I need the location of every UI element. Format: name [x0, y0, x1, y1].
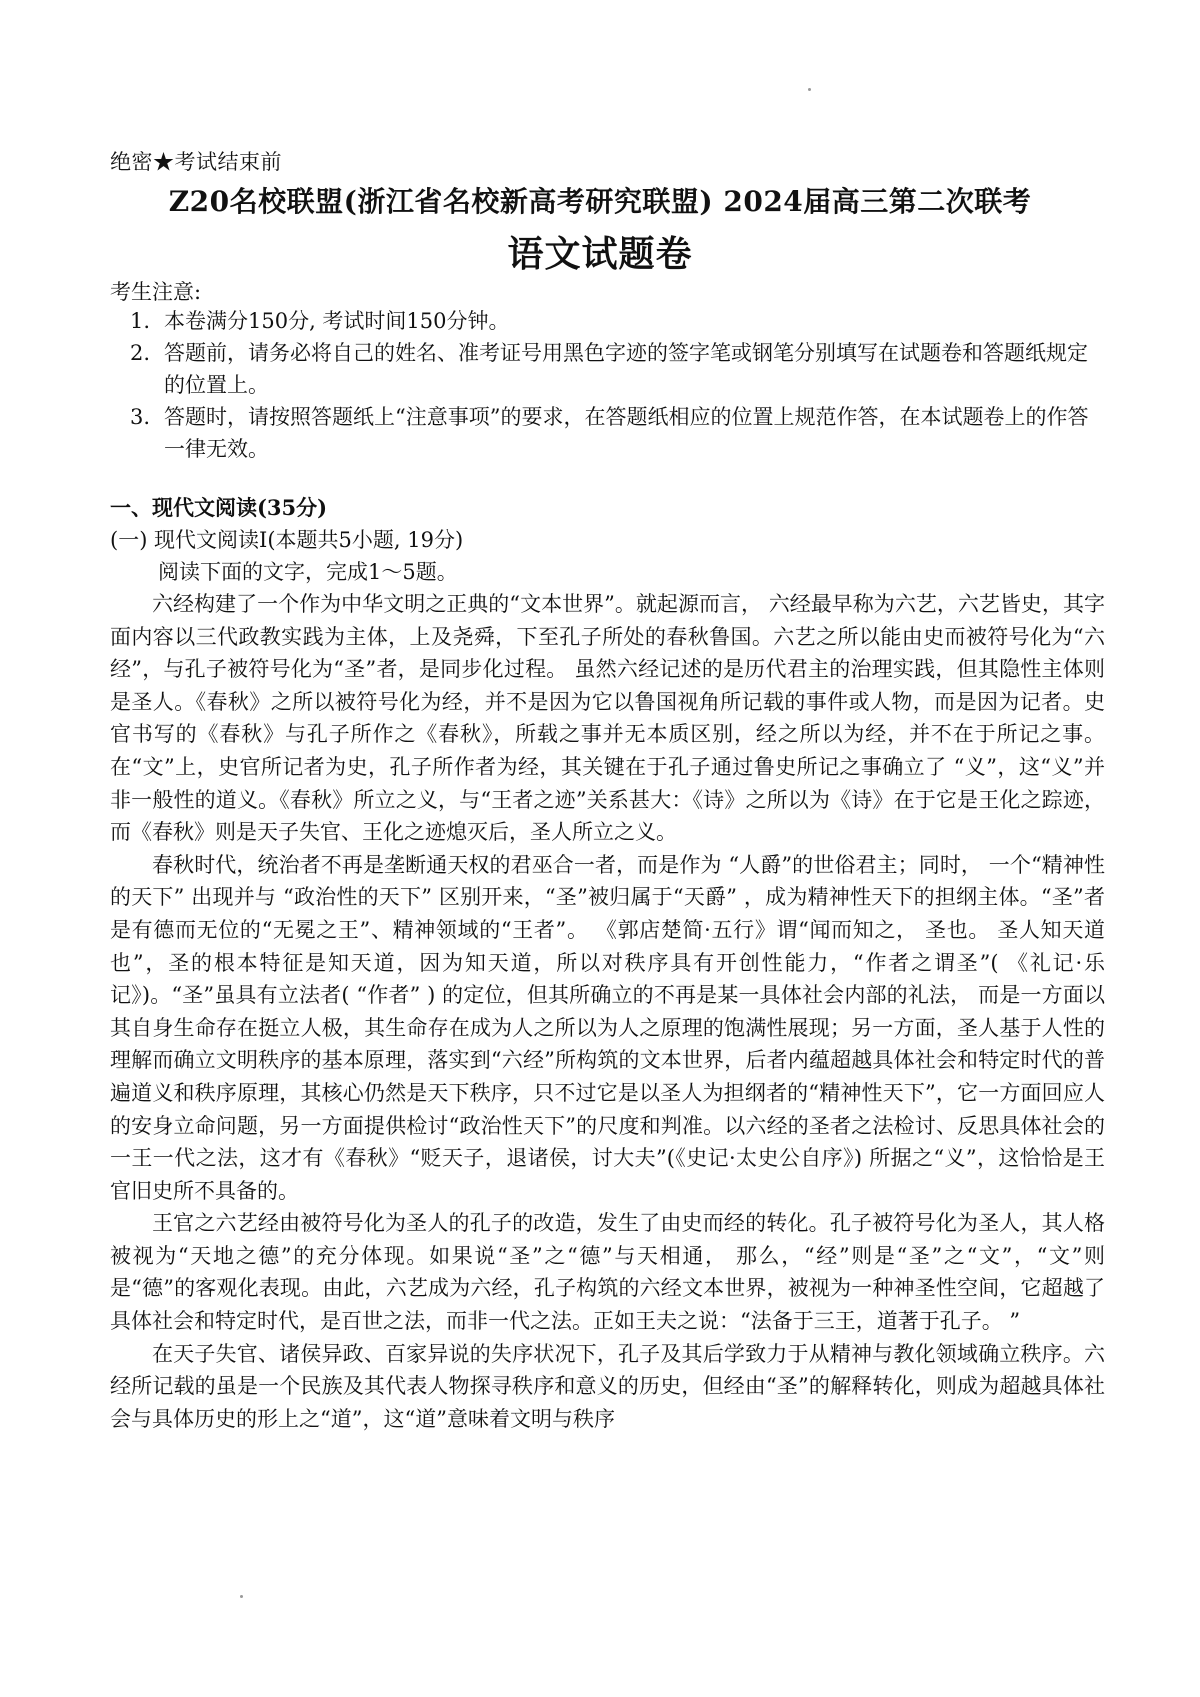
confidential-label: 绝密★考试结束前 — [110, 150, 282, 174]
passage-paragraph: 在天子失官、诸侯异政、百家异说的失序状况下，孔子及其后学致力于从精神与教化领域确立秩序。六经所记载的虽是一个民族及其代表人物探寻秩序和意义的历史，但经由“圣”的解释转化，则成为超越具体社会与具体历史的形上之“道”，这“道”意味着文明与秩序 — [110, 1341, 1105, 1431]
notice-item — [130, 401, 1100, 465]
section-heading: 一、现代文阅读(35分) — [110, 495, 328, 520]
notice-number: 3. — [130, 405, 151, 429]
scan-speck — [808, 88, 811, 91]
reading-instruction: 阅读下面的文字，完成1～5题。 — [158, 560, 458, 584]
passage-paragraph: 王官之六艺经由被符号化为圣人的孔子的改造，发生了由史而经的转化。孔子被符号化为圣人，其人格被视为“天地之德”的充分体现。如果说“圣”之“德”与天相通， 那么，“经”则是“圣”之“文”，“文”则是“德”的客观化表现。由此，六艺成为六经，孔子构筑的六经文本世界，被视为一种神圣性空间，它超越了具体社会和特定时代，是百世之法，而非一代之法。正如王夫之说：“法备于三王，道著于孔子。 ” — [110, 1211, 1105, 1334]
notice-text: 本卷满分150分, 考试时间150分钟。 — [164, 309, 510, 333]
scan-speck — [240, 1595, 243, 1598]
reading-passage — [110, 588, 1105, 1435]
notice-heading: 考生注意: — [110, 280, 202, 304]
notice-text: 答题时，请按照答题纸上“注意事项”的要求，在答题纸相应的位置上规范作答，在本试题卷上的作答一律无效。 — [164, 405, 1089, 461]
notice-list — [130, 305, 1100, 465]
passage-paragraph: 春秋时代，统治者不再是垄断通天权的君巫合一者，而是作为 “人爵”的世俗君主；同时， 一个“精神性的天下” 出现并与 “政治性的天下” 区别开来，“圣”被归属于“天爵” ，成为精神性天下的担纲主体。“圣”者是有德而无位的“无冕之王”、精神领域的“王者”。 《郭店楚简·五行》谓“闻而知之， 圣也。 圣人知天道也”，圣的根本特征是知天道，因为知天道，所以对秩序具有开创性能力，“作者之谓圣”( 《礼记·乐记》)。“圣”虽具有立法者( “作者” ) 的定位，但其所确立的不再是某一具体社会内部的礼法， 而是一方面以其自身生命存在挺立人极，其生命存在成为人之所以为人之原理的饱满性展现；另一方面，圣人基于人性的理解而确立文明秩序的基本原理，落实到“六经”所构筑的文本世界，后者内蕴超越具体社会和特定时代的普遍道义和秩序原理，其核心仍然是天下秩序，只不过它是以圣人为担纲者的“精神性天下”，它一方面回应人的安身立命问题，另一方面提供检讨“政治性天下”的尺度和判准。以六经的圣者之法检讨、反思具体社会的一王一代之法，这才有《春秋》“贬天子，退诸侯，讨大夫”(《史记·太史公自序》) 所据之“义”，这恰恰是王官旧史所不具备的。 — [110, 852, 1105, 1203]
notice-number: 2. — [130, 341, 151, 365]
notice-item — [130, 305, 1100, 337]
subsection-heading: (一) 现代文阅读Ⅰ(本题共5小题, 19分) — [110, 528, 464, 552]
notice-text: 答题前，请务必将自己的姓名、准考证号用黑色字迹的签字笔或钢笔分别填写在试题卷和答题纸规定的位置上。 — [164, 341, 1088, 397]
notice-item — [130, 337, 1100, 401]
paper-title: 语文试题卷 — [507, 233, 693, 275]
exam-title: Z20名校联盟(浙江省名校新高考研究联盟) 2024届高三第二次联考 — [168, 185, 1032, 218]
notice-number: 1. — [130, 309, 151, 333]
passage-paragraph: 六经构建了一个作为中华文明之正典的“文本世界”。就起源而言， 六经最早称为六艺，六艺皆史，其字面内容以三代政教实践为主体，上及尧舜，下至孔子所处的春秋鲁国。六艺之所以能由史而被符号化为“六经”，与孔子被符号化为“圣”者，是同步化过程。 虽然六经记述的是历代君主的治理实践，但其隐性主体则是圣人。《春秋》之所以被符号化为经，并不是因为它以鲁国视角所记载的事件或人物，而是因为记者。史官书写的《春秋》与孔子所作之《春秋》，所载之事并无本质区别，经之所以为经，并不在于所记之事。在“文”上，史官所记者为史，孔子所作者为经，其关键在于孔子通过鲁史所记之事确立了 “义”，这“义”并非一般性的道义。《春秋》所立之义，与“王者之迹”关系甚大：《诗》之所以为《诗》在于它是王化之踪迹，而《春秋》则是天子失官、王化之迹熄灭后，圣人所立之义。 — [110, 592, 1105, 845]
